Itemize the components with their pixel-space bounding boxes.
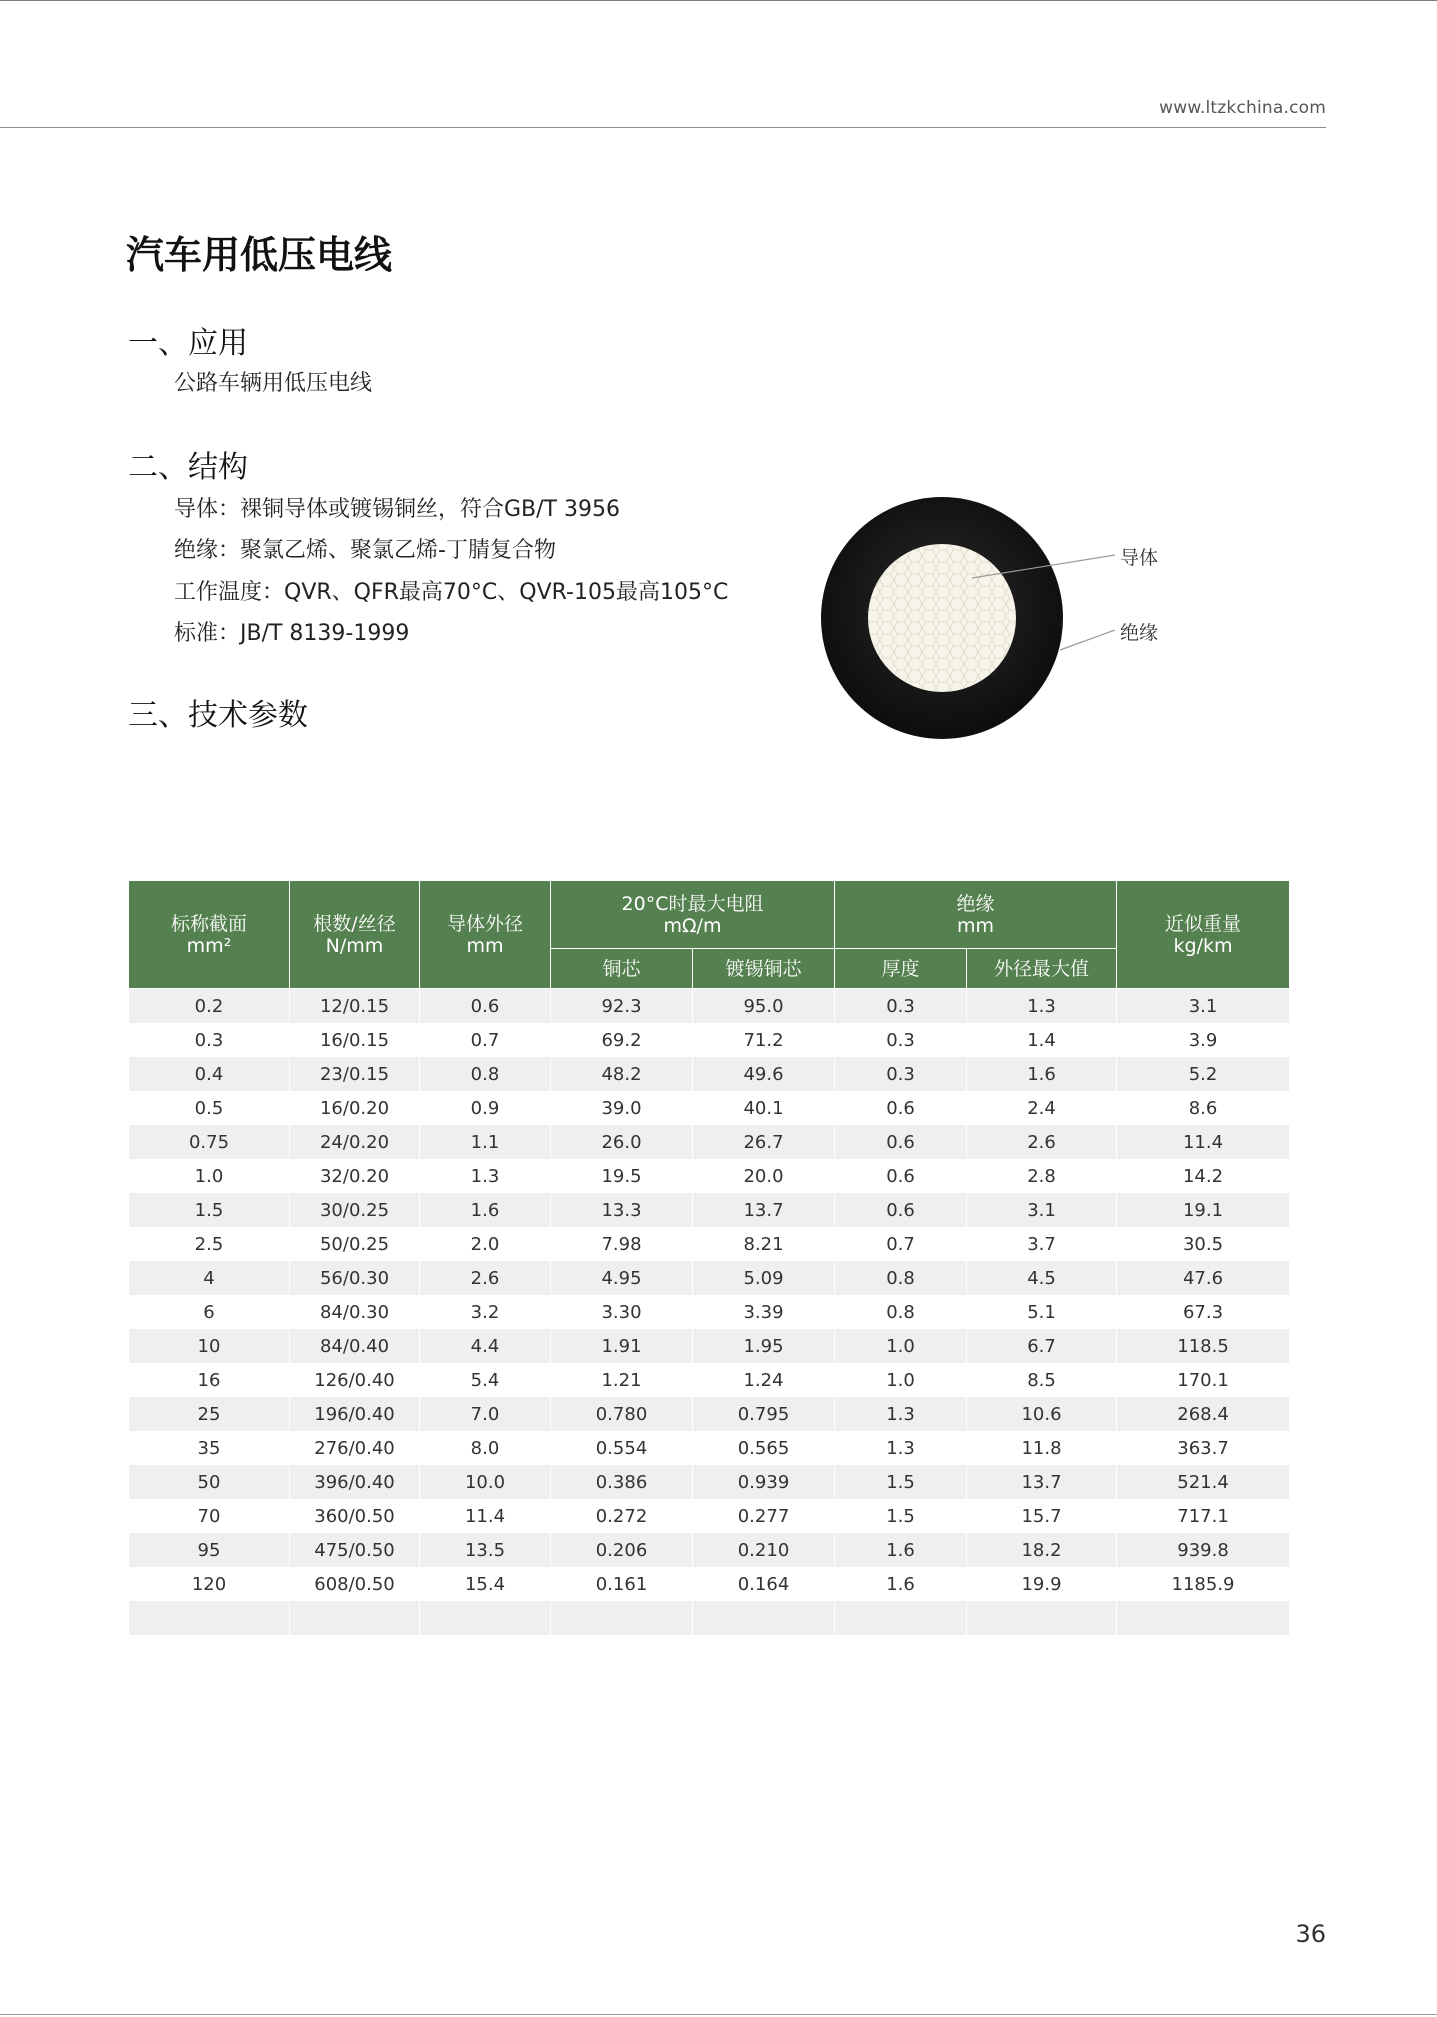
cell-insulation-thickness: 0.6 <box>835 1091 967 1125</box>
header-insulation-thickness: 厚度 <box>835 949 967 989</box>
structure-line-temperature: 工作温度：QVR、QFR最高70°C、QVR-105最高105°C <box>174 580 729 605</box>
header-insulation-label: 绝缘 <box>956 892 995 915</box>
cell-copper-resistance: 48.2 <box>551 1057 693 1091</box>
table-row <box>129 1261 1290 1295</box>
cell-strands <box>290 1601 420 1635</box>
cell-insulation-thickness: 1.5 <box>835 1499 967 1533</box>
cell-approx-weight: 5.2 <box>1117 1057 1290 1091</box>
header-conductor-od <box>420 881 551 989</box>
cell-strands: 56/0.30 <box>290 1261 420 1295</box>
cell-copper-resistance: 1.91 <box>551 1329 693 1363</box>
cell-copper-resistance: 13.3 <box>551 1193 693 1227</box>
structure-line-standard: 标准：JB/T 8139-1999 <box>174 621 410 646</box>
cell-conductor-od: 5.4 <box>420 1363 551 1397</box>
cell-section: 16 <box>129 1363 290 1397</box>
table-row <box>129 1159 1290 1193</box>
cell-tinned-resistance: 26.7 <box>693 1125 835 1159</box>
cell-conductor-od: 15.4 <box>420 1567 551 1601</box>
cell-copper-resistance: 26.0 <box>551 1125 693 1159</box>
header-rule <box>0 127 1326 128</box>
cell-section: 0.4 <box>129 1057 290 1091</box>
table-row <box>129 1295 1290 1329</box>
cell-conductor-od: 11.4 <box>420 1499 551 1533</box>
cell-insulation-thickness: 0.3 <box>835 1057 967 1091</box>
cell-strands: 475/0.50 <box>290 1533 420 1567</box>
table-row <box>129 1567 1290 1601</box>
cell-max-outer-diameter: 5.1 <box>967 1295 1117 1329</box>
cable-cross-section-figure <box>810 490 1170 750</box>
header-approx-weight <box>1117 881 1290 989</box>
section-heading-application: 一、应用 <box>128 326 248 361</box>
cell-copper-resistance: 7.98 <box>551 1227 693 1261</box>
cell-approx-weight: 67.3 <box>1117 1295 1290 1329</box>
cell-section: 25 <box>129 1397 290 1431</box>
cell-approx-weight: 30.5 <box>1117 1227 1290 1261</box>
cell-copper-resistance: 0.272 <box>551 1499 693 1533</box>
cell-conductor-od: 2.6 <box>420 1261 551 1295</box>
cell-strands: 30/0.25 <box>290 1193 420 1227</box>
cell-max-outer-diameter: 4.5 <box>967 1261 1117 1295</box>
cell-insulation-thickness: 0.3 <box>835 1023 967 1057</box>
cell-tinned-resistance: 95.0 <box>693 989 835 1024</box>
cell-insulation-thickness: 1.6 <box>835 1567 967 1601</box>
cell-strands: 50/0.25 <box>290 1227 420 1261</box>
cell-max-outer-diameter: 1.6 <box>967 1057 1117 1091</box>
section-heading-parameters: 三、技术参数 <box>128 698 308 733</box>
cell-approx-weight <box>1117 1601 1290 1635</box>
cell-insulation-thickness: 1.3 <box>835 1397 967 1431</box>
cell-copper-resistance: 92.3 <box>551 989 693 1024</box>
table-row <box>129 1533 1290 1567</box>
cell-approx-weight: 939.8 <box>1117 1533 1290 1567</box>
cell-strands: 24/0.20 <box>290 1125 420 1159</box>
cell-strands: 23/0.15 <box>290 1057 420 1091</box>
header-nominal-section-unit: mm² <box>186 934 232 957</box>
cell-max-outer-diameter: 18.2 <box>967 1533 1117 1567</box>
cell-conductor-od: 2.0 <box>420 1227 551 1261</box>
cell-conductor-od: 4.4 <box>420 1329 551 1363</box>
insulation-callout-line <box>1060 630 1115 650</box>
header-insulation-unit: mm <box>957 914 995 937</box>
cell-approx-weight: 3.1 <box>1117 989 1290 1024</box>
cell-approx-weight: 118.5 <box>1117 1329 1290 1363</box>
cell-insulation-thickness: 0.8 <box>835 1261 967 1295</box>
cell-tinned-resistance: 0.795 <box>693 1397 835 1431</box>
header-insulation <box>835 881 1117 949</box>
cell-insulation-thickness: 0.6 <box>835 1159 967 1193</box>
cell-copper-resistance: 0.206 <box>551 1533 693 1567</box>
cell-section: 120 <box>129 1567 290 1601</box>
header-tinned-copper-core: 镀锡铜芯 <box>693 949 835 989</box>
cell-strands: 84/0.30 <box>290 1295 420 1329</box>
conductor-label: 导体 <box>1120 547 1159 569</box>
conductor-strand-pattern <box>868 544 1016 692</box>
cell-conductor-od: 0.9 <box>420 1091 551 1125</box>
cell-tinned-resistance: 5.09 <box>693 1261 835 1295</box>
document-title: 汽车用低压电线 <box>126 233 393 277</box>
cell-copper-resistance: 39.0 <box>551 1091 693 1125</box>
cell-copper-resistance: 4.95 <box>551 1261 693 1295</box>
cell-section: 0.75 <box>129 1125 290 1159</box>
cell-section: 0.3 <box>129 1023 290 1057</box>
table-body <box>129 989 1290 1636</box>
cell-insulation-thickness: 0.7 <box>835 1227 967 1261</box>
cell-tinned-resistance: 13.7 <box>693 1193 835 1227</box>
top-rule <box>0 0 1437 1</box>
cell-conductor-od: 13.5 <box>420 1533 551 1567</box>
bottom-rule <box>0 2014 1437 2015</box>
table-row <box>129 1227 1290 1261</box>
cell-tinned-resistance: 8.21 <box>693 1227 835 1261</box>
application-line: 公路车辆用低压电线 <box>174 371 373 396</box>
cell-section: 6 <box>129 1295 290 1329</box>
cell-max-outer-diameter: 13.7 <box>967 1465 1117 1499</box>
header-copper-core: 铜芯 <box>551 949 693 989</box>
cell-max-outer-diameter: 11.8 <box>967 1431 1117 1465</box>
cell-tinned-resistance: 0.939 <box>693 1465 835 1499</box>
cell-copper-resistance: 69.2 <box>551 1023 693 1057</box>
cell-insulation-thickness: 0.6 <box>835 1193 967 1227</box>
header-nominal-section <box>129 881 290 989</box>
cell-max-outer-diameter: 1.3 <box>967 989 1117 1024</box>
cell-insulation-thickness: 1.0 <box>835 1363 967 1397</box>
cell-conductor-od: 0.6 <box>420 989 551 1024</box>
cell-max-outer-diameter: 3.1 <box>967 1193 1117 1227</box>
cell-copper-resistance: 0.386 <box>551 1465 693 1499</box>
table-row <box>129 1363 1290 1397</box>
cell-tinned-resistance: 49.6 <box>693 1057 835 1091</box>
cell-conductor-od: 0.7 <box>420 1023 551 1057</box>
cell-strands: 32/0.20 <box>290 1159 420 1193</box>
header-max-resistance-label: 20°C时最大电阻 <box>621 892 764 915</box>
cell-section: 0.5 <box>129 1091 290 1125</box>
cell-conductor-od: 1.3 <box>420 1159 551 1193</box>
cell-conductor-od: 0.8 <box>420 1057 551 1091</box>
cell-copper-resistance: 1.21 <box>551 1363 693 1397</box>
cell-copper-resistance <box>551 1601 693 1635</box>
cell-section: 0.2 <box>129 989 290 1024</box>
cell-conductor-od: 1.1 <box>420 1125 551 1159</box>
cell-insulation-thickness: 1.3 <box>835 1431 967 1465</box>
cell-approx-weight: 521.4 <box>1117 1465 1290 1499</box>
cell-approx-weight: 170.1 <box>1117 1363 1290 1397</box>
header-approx-weight-label: 近似重量 <box>1165 912 1242 935</box>
cell-max-outer-diameter: 2.4 <box>967 1091 1117 1125</box>
table-row <box>129 1125 1290 1159</box>
header-max-resistance-unit: mΩ/m <box>663 914 722 937</box>
header-nominal-section-label: 标称截面 <box>170 912 247 935</box>
cell-section: 4 <box>129 1261 290 1295</box>
cell-approx-weight: 363.7 <box>1117 1431 1290 1465</box>
cell-conductor-od: 8.0 <box>420 1431 551 1465</box>
cell-insulation-thickness: 0.8 <box>835 1295 967 1329</box>
table-row <box>129 1329 1290 1363</box>
cell-max-outer-diameter: 2.6 <box>967 1125 1117 1159</box>
header-conductor-od-label: 导体外径 <box>446 912 523 935</box>
cell-max-outer-diameter: 8.5 <box>967 1363 1117 1397</box>
cell-max-outer-diameter: 2.8 <box>967 1159 1117 1193</box>
cell-approx-weight: 1185.9 <box>1117 1567 1290 1601</box>
table-row <box>129 1601 1290 1635</box>
section-heading-structure: 二、结构 <box>128 450 248 485</box>
cell-section: 10 <box>129 1329 290 1363</box>
cell-insulation-thickness: 0.3 <box>835 989 967 1024</box>
cell-section <box>129 1601 290 1635</box>
table-row <box>129 1499 1290 1533</box>
cell-copper-resistance: 3.30 <box>551 1295 693 1329</box>
cell-strands: 126/0.40 <box>290 1363 420 1397</box>
cell-section: 70 <box>129 1499 290 1533</box>
cell-insulation-thickness: 1.0 <box>835 1329 967 1363</box>
page-number: 36 <box>1295 1920 1326 1948</box>
table-row <box>129 1465 1290 1499</box>
cell-approx-weight: 19.1 <box>1117 1193 1290 1227</box>
header-url: www.ltzkchina.com <box>1159 98 1326 118</box>
table-row <box>129 1397 1290 1431</box>
header-max-outer-diameter: 外径最大值 <box>967 949 1117 989</box>
cell-strands: 360/0.50 <box>290 1499 420 1533</box>
cell-section: 1.0 <box>129 1159 290 1193</box>
header-conductor-od-unit: mm <box>466 934 504 957</box>
cell-section: 50 <box>129 1465 290 1499</box>
cell-strands: 16/0.15 <box>290 1023 420 1057</box>
technical-parameters-table <box>128 880 1290 1635</box>
cell-tinned-resistance: 0.210 <box>693 1533 835 1567</box>
header-max-resistance <box>551 881 835 949</box>
table-row <box>129 1193 1290 1227</box>
cell-insulation-thickness: 1.6 <box>835 1533 967 1567</box>
cell-tinned-resistance: 71.2 <box>693 1023 835 1057</box>
table-row <box>129 1431 1290 1465</box>
table-row <box>129 1057 1290 1091</box>
cell-max-outer-diameter: 6.7 <box>967 1329 1117 1363</box>
cell-insulation-thickness: 1.5 <box>835 1465 967 1499</box>
cell-conductor-od <box>420 1601 551 1635</box>
cell-approx-weight: 11.4 <box>1117 1125 1290 1159</box>
table-row <box>129 989 1290 1024</box>
cell-strands: 196/0.40 <box>290 1397 420 1431</box>
cell-max-outer-diameter: 1.4 <box>967 1023 1117 1057</box>
cell-max-outer-diameter: 19.9 <box>967 1567 1117 1601</box>
cell-approx-weight: 47.6 <box>1117 1261 1290 1295</box>
table-row <box>129 1091 1290 1125</box>
cell-approx-weight: 268.4 <box>1117 1397 1290 1431</box>
structure-line-conductor: 导体：裸铜导体或镀锡铜丝，符合GB/T 3956 <box>174 497 620 522</box>
cell-approx-weight: 3.9 <box>1117 1023 1290 1057</box>
cell-section: 35 <box>129 1431 290 1465</box>
cell-conductor-od: 3.2 <box>420 1295 551 1329</box>
cell-copper-resistance: 0.780 <box>551 1397 693 1431</box>
cell-max-outer-diameter <box>967 1601 1117 1635</box>
cell-strands: 396/0.40 <box>290 1465 420 1499</box>
cell-tinned-resistance: 3.39 <box>693 1295 835 1329</box>
cell-strands: 608/0.50 <box>290 1567 420 1601</box>
cell-tinned-resistance: 0.164 <box>693 1567 835 1601</box>
cell-conductor-od: 1.6 <box>420 1193 551 1227</box>
cell-copper-resistance: 0.554 <box>551 1431 693 1465</box>
cell-max-outer-diameter: 3.7 <box>967 1227 1117 1261</box>
header-approx-weight-unit: kg/km <box>1173 934 1233 957</box>
cell-approx-weight: 717.1 <box>1117 1499 1290 1533</box>
structure-line-insulation: 绝缘：聚氯乙烯、聚氯乙烯-丁腈复合物 <box>174 538 556 563</box>
insulation-label: 绝缘 <box>1120 622 1159 644</box>
cell-tinned-resistance: 0.565 <box>693 1431 835 1465</box>
header-strands-unit: N/mm <box>325 934 384 957</box>
cell-strands: 12/0.15 <box>290 989 420 1024</box>
cell-section: 2.5 <box>129 1227 290 1261</box>
cell-approx-weight: 8.6 <box>1117 1091 1290 1125</box>
cell-tinned-resistance: 1.24 <box>693 1363 835 1397</box>
table-row <box>129 1023 1290 1057</box>
cell-tinned-resistance: 1.95 <box>693 1329 835 1363</box>
cell-tinned-resistance: 20.0 <box>693 1159 835 1193</box>
cell-section: 1.5 <box>129 1193 290 1227</box>
cable-cross-section-svg <box>810 490 1170 750</box>
cell-section: 95 <box>129 1533 290 1567</box>
cell-copper-resistance: 19.5 <box>551 1159 693 1193</box>
cell-conductor-od: 10.0 <box>420 1465 551 1499</box>
header-strands-label: 根数/丝径 <box>313 912 396 935</box>
cell-tinned-resistance: 0.277 <box>693 1499 835 1533</box>
cell-strands: 16/0.20 <box>290 1091 420 1125</box>
cell-strands: 84/0.40 <box>290 1329 420 1363</box>
header-strands <box>290 881 420 989</box>
cell-tinned-resistance <box>693 1601 835 1635</box>
cell-max-outer-diameter: 15.7 <box>967 1499 1117 1533</box>
cell-copper-resistance: 0.161 <box>551 1567 693 1601</box>
cell-max-outer-diameter: 10.6 <box>967 1397 1117 1431</box>
cell-strands: 276/0.40 <box>290 1431 420 1465</box>
cell-conductor-od: 7.0 <box>420 1397 551 1431</box>
cell-insulation-thickness <box>835 1601 967 1635</box>
cell-approx-weight: 14.2 <box>1117 1159 1290 1193</box>
cell-insulation-thickness: 0.6 <box>835 1125 967 1159</box>
cell-tinned-resistance: 40.1 <box>693 1091 835 1125</box>
